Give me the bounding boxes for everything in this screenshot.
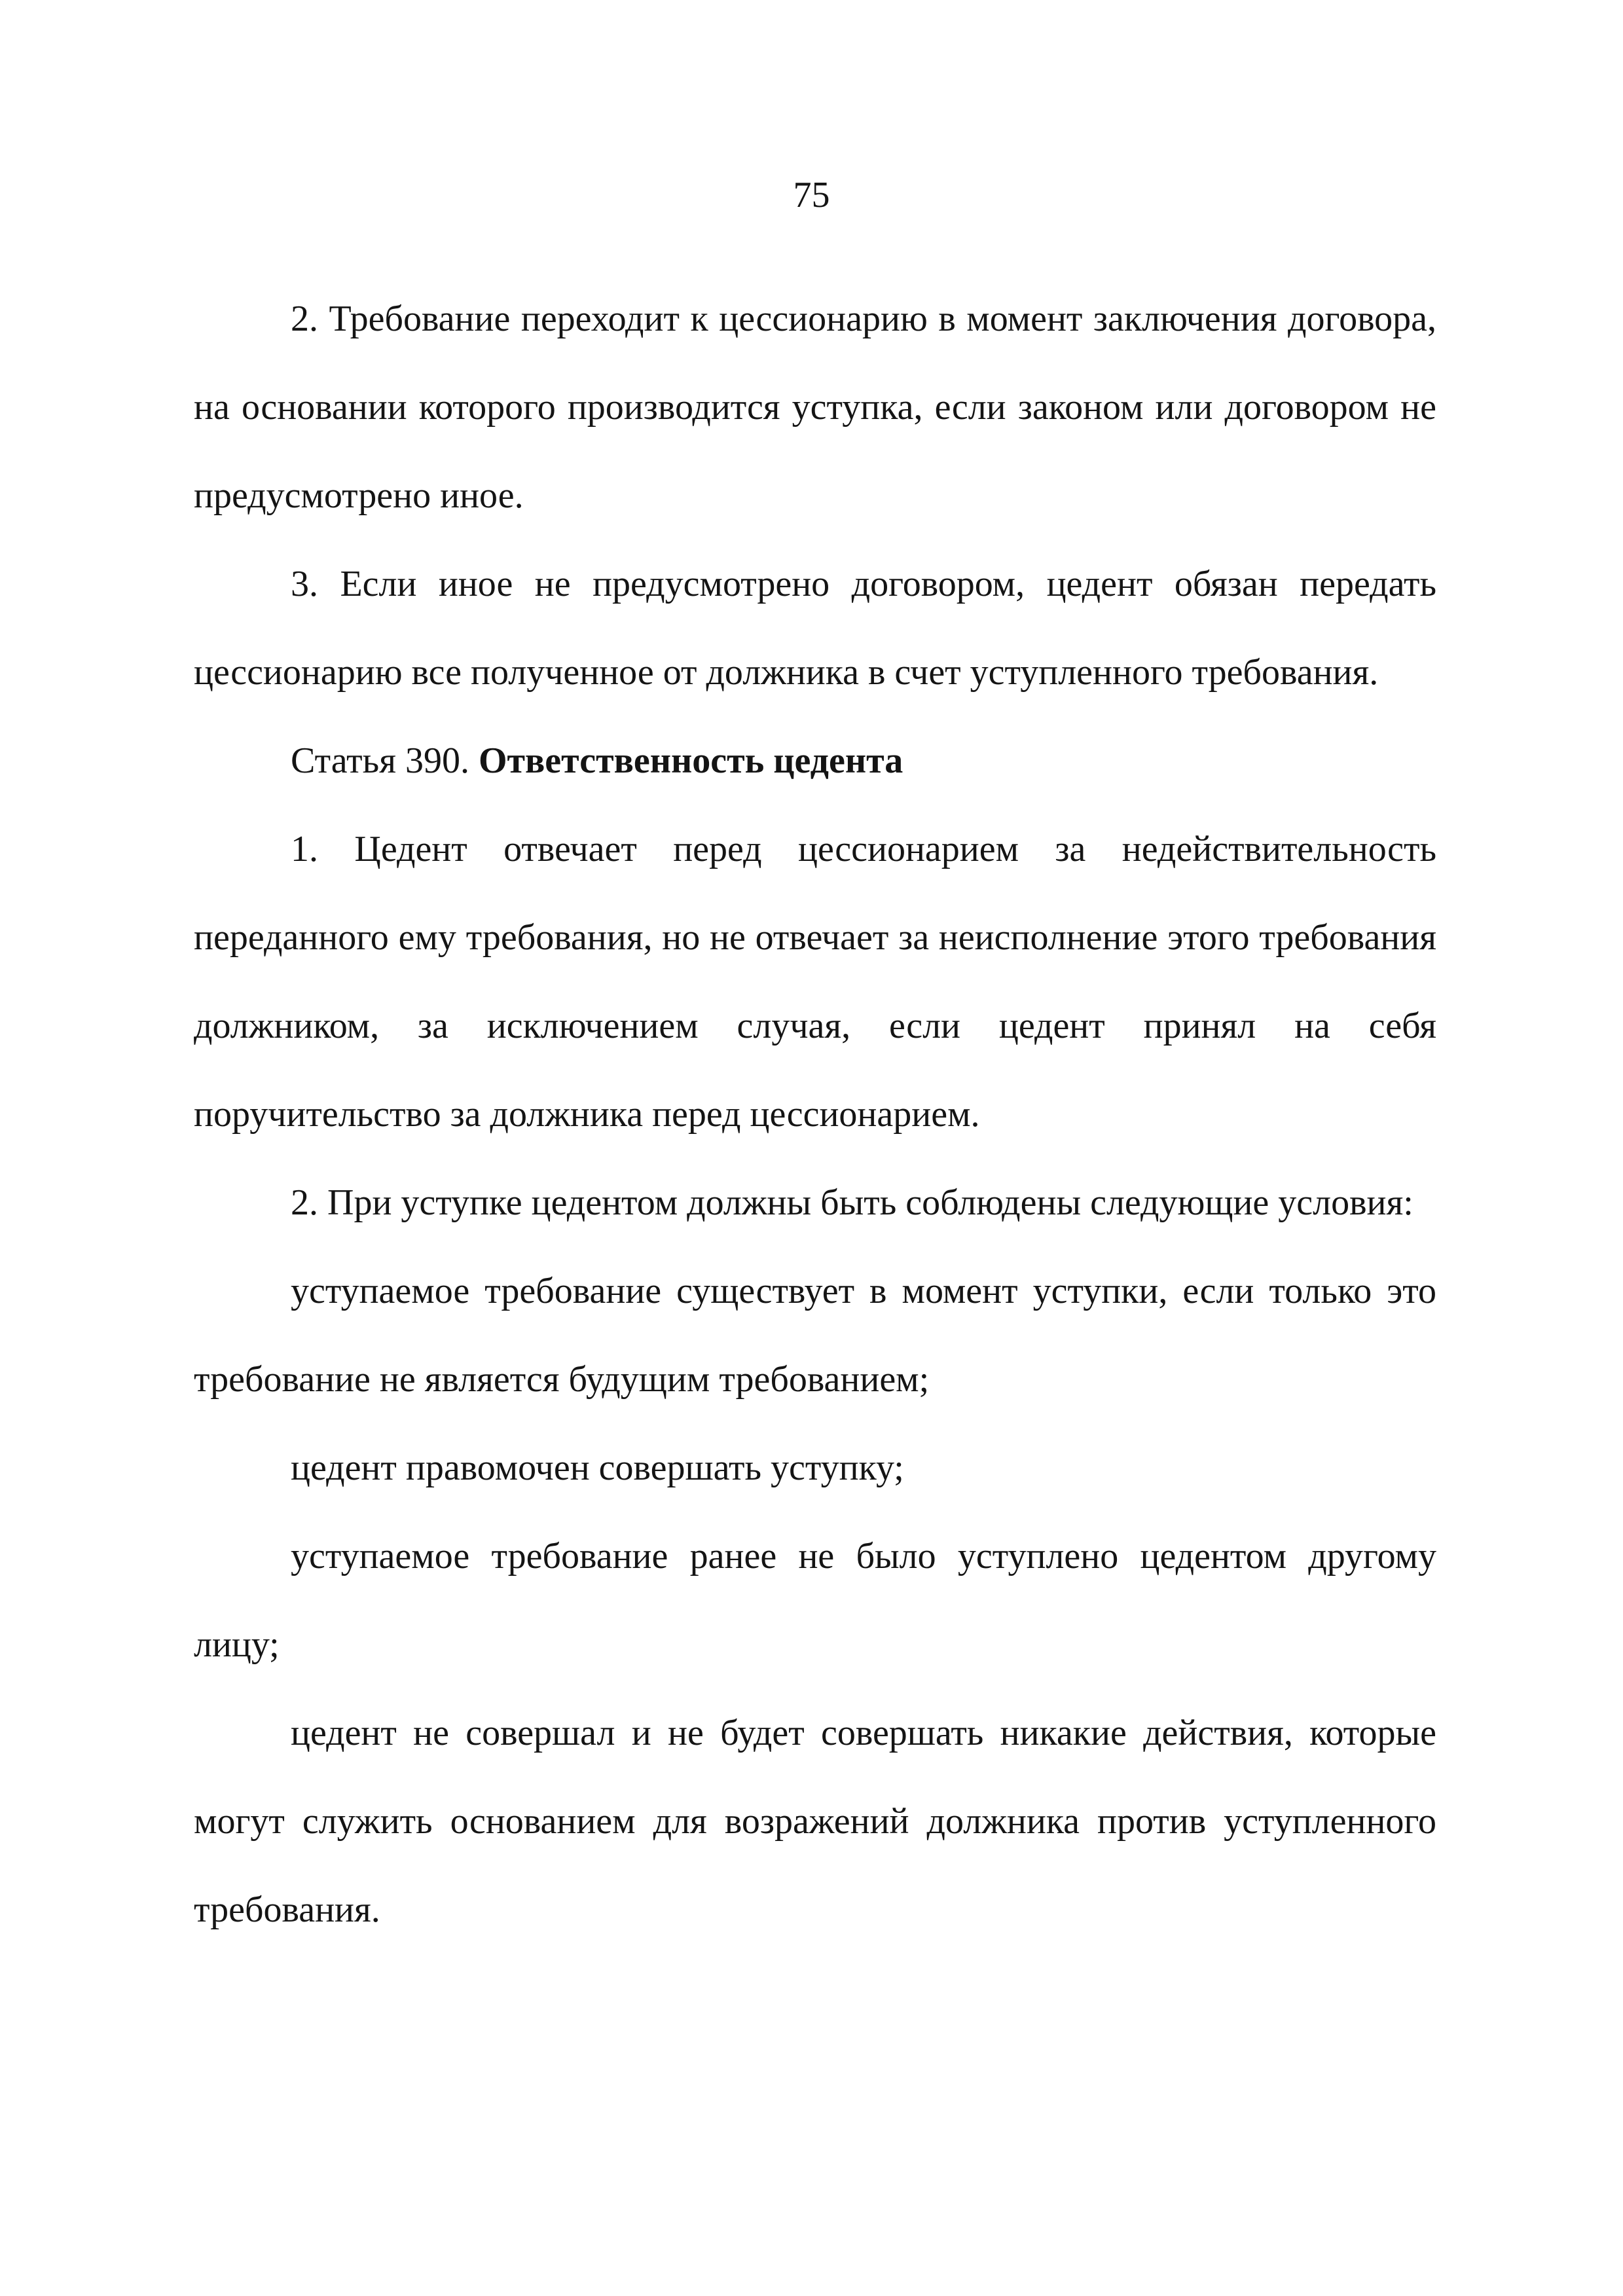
article-heading — [194, 717, 1436, 805]
article-paragraph-1: 1. Цедент отвечает перед цессионарием за недействительность переданного ему требования, но не отвечает за неисполнение этого требования должником, за исключением случая, если цедент принял на себя поручительство за должника перед цессионарием. — [194, 829, 1436, 1135]
condition-item-4: цедент не совершал и не будет совершать никакие действия, которые могут служить основанием для возражений должника против уступленного требования. — [194, 1713, 1436, 1930]
condition-item-1: уступаемое требование существует в момент уступки, если только это требование не является будущим требованием; — [194, 1271, 1436, 1400]
article-paragraph-2: 2. При уступке цедентом должны быть соблюдены следующие условия: — [291, 1182, 1413, 1223]
paragraph-2: 2. Требование переходит к цессионарию в момент заключения договора, на основании которого производится уступка, если законом или договором не предусмотрено иное. — [194, 299, 1436, 516]
condition-item-3: уступаемое требование ранее не было уступлено цедентом другому лицу; — [194, 1536, 1436, 1665]
condition-item-2: цедент правомочен совершать уступку; — [291, 1448, 904, 1488]
paragraph-3: 3. Если иное не предусмотрено договором, цедент обязан передать цессионарию все полученное от должника в счет уступленного требования. — [194, 564, 1436, 693]
document-body — [194, 275, 1436, 1954]
page-number: 75 — [793, 175, 830, 215]
article-number: Статья 390. — [291, 740, 469, 781]
article-title: Ответственность цедента — [478, 740, 903, 781]
